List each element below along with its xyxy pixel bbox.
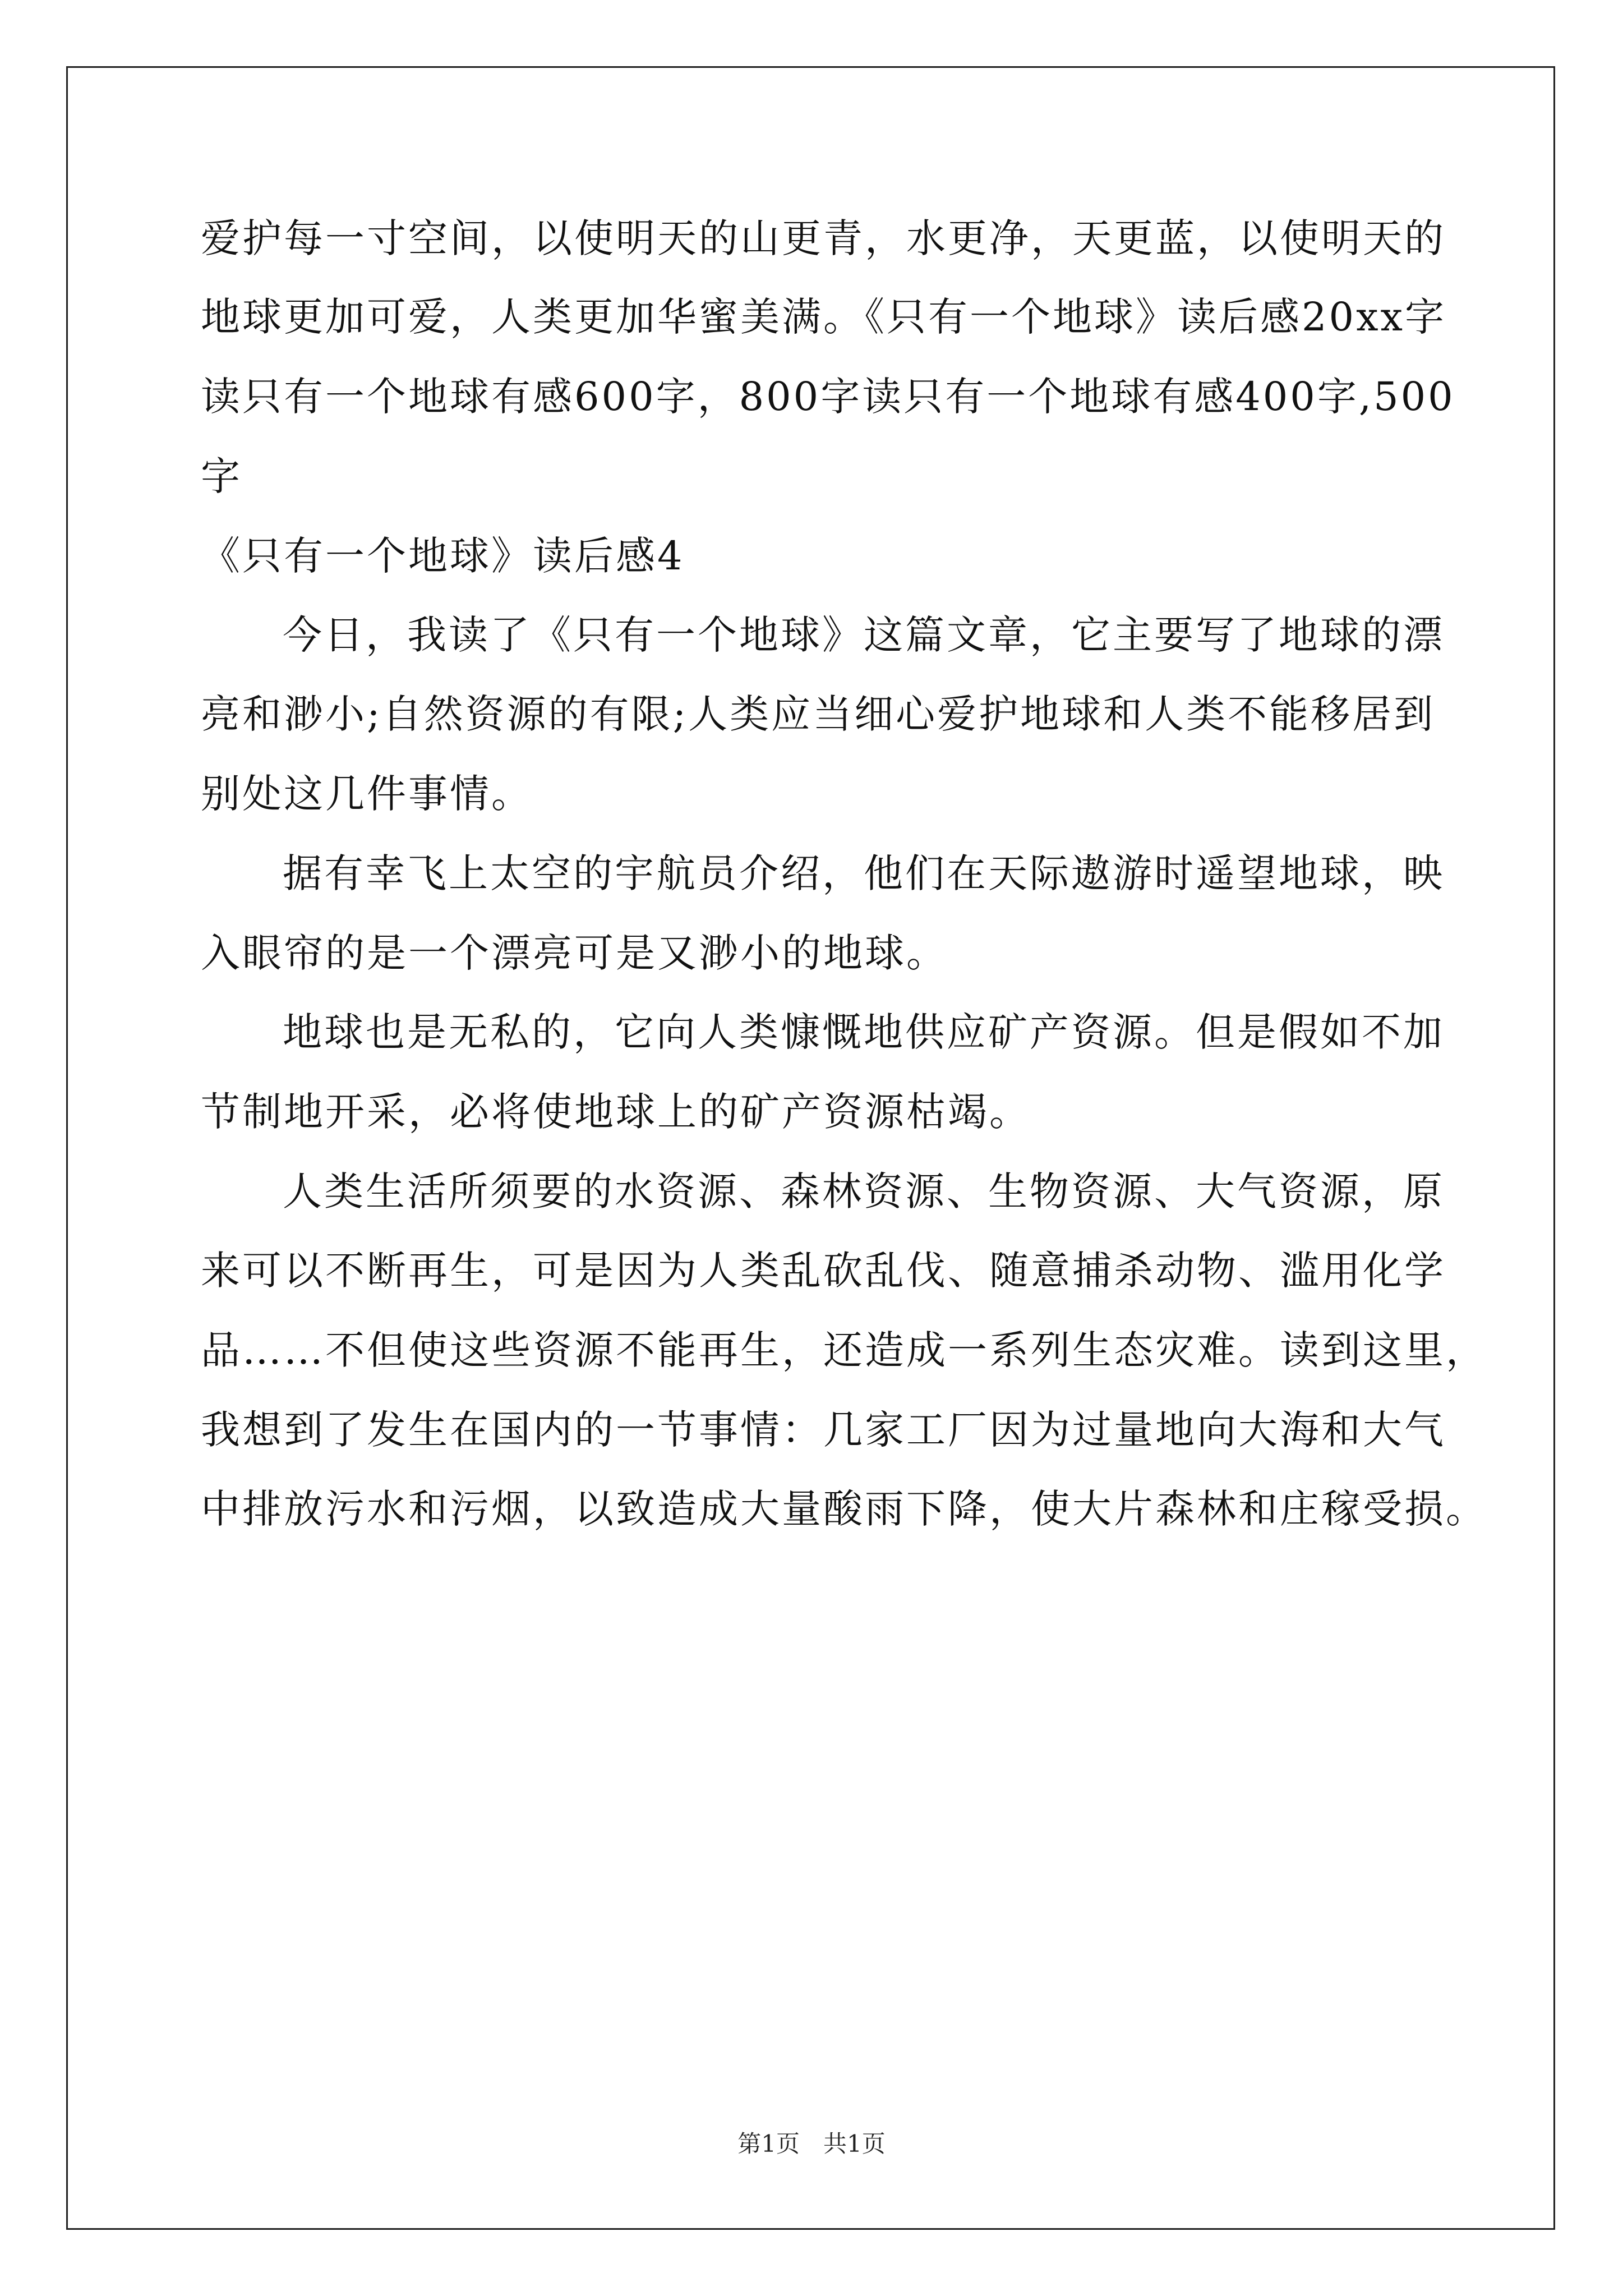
page-number-footer: 第1页 共1页 xyxy=(737,2130,886,2157)
paragraph-first-line: 人类生活所须要的水资源、森林资源、生物资源、大气资源，原 xyxy=(283,1168,1445,1214)
text-line: 地球更加可爱，人类更加华蜜美满。《只有一个地球》读后感20xx字 xyxy=(201,294,1447,340)
section-heading: 《只有一个地球》读后感4 xyxy=(201,533,685,579)
paragraph-first-line: 今日，我读了《只有一个地球》这篇文章，它主要写了地球的漂 xyxy=(283,612,1445,658)
text-line: 来可以不断再生，可是因为人类乱砍乱伐、随意捕杀动物、滥用化学 xyxy=(201,1248,1446,1294)
paragraph-first-line: 据有幸飞上太空的宇航员介绍，他们在天际遨游时遥望地球，映 xyxy=(283,850,1445,896)
text-line: 别处这几件事情。 xyxy=(201,771,533,817)
text-line: 读只有一个地球有感600字，800字读只有一个地球有感400字,500 xyxy=(201,374,1455,420)
text-line: 我想到了发生在国内的一节事情：几家工厂因为过量地向大海和大气 xyxy=(201,1407,1446,1453)
text-line: 中排放污水和污烟，以致造成大量酸雨下降，使大片森林和庄稼受损。 xyxy=(201,1486,1487,1532)
text-line: 入眼帘的是一个漂亮可是又渺小的地球。 xyxy=(201,930,948,976)
text-line: 字 xyxy=(201,453,242,499)
text-line: 爱护每一寸空间，以使明天的山更青，水更净，天更蓝，以使明天的 xyxy=(201,215,1446,261)
text-line: 节制地开采，必将使地球上的矿产资源枯竭。 xyxy=(201,1089,1031,1135)
text-line: 品……不但使这些资源不能再生，还造成一系列生态灾难。读到这里， xyxy=(201,1327,1487,1373)
text-line: 亮和渺小;自然资源的有限;人类应当细心爱护地球和人类不能移居到 xyxy=(201,691,1436,737)
paragraph-first-line: 地球也是无私的，它向人类慷慨地供应矿产资源。但是假如不加 xyxy=(283,1009,1445,1055)
